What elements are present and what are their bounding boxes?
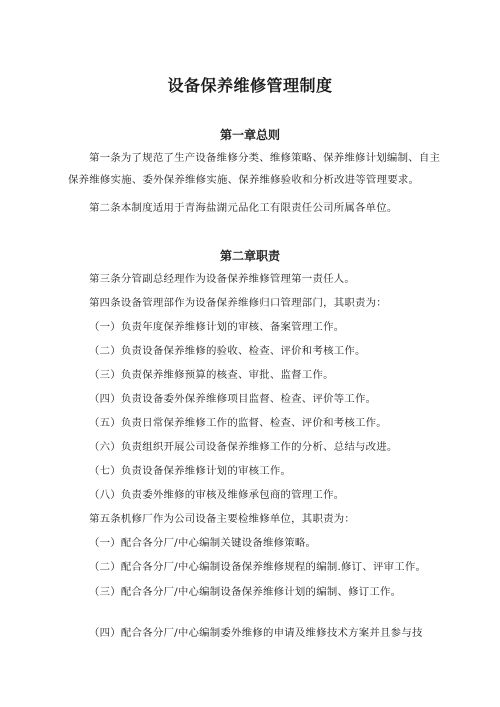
- article-5-item: （三）配合各分厂/中心编制设备保养维修计划的编制、修订工作。: [89, 586, 402, 598]
- article-4-item: （一）负责年度保养维修计划的审核、备案管理工作。: [89, 321, 345, 333]
- article-5-item: （一）配合各分厂/中心编制关键设备维修策略。: [89, 537, 317, 549]
- article-4-item: （六）负责组织开展公司设备保养维修工作的分析、总结与改进。: [89, 441, 398, 453]
- article-2: 第二条本制度适用于青海盐湖元品化工有限责任公司所属各单位。: [89, 202, 398, 214]
- article-4-item: （五）负责日常保养维修工作的监督、检查、评价和考核工作。: [89, 417, 387, 429]
- article-4-item: （三）负责保养维修预算的核查、审批、监督工作。: [89, 369, 334, 381]
- chapter2-heading: 第二章职责: [219, 249, 280, 263]
- article-5: 第五条机修厂作为公司设备主要检维修单位，其职责为：: [89, 513, 356, 525]
- article-3: 第三条分管副总经理作为设备保养维修管理第一责任人。: [89, 273, 356, 285]
- document-title: 设备保养维修管理制度: [167, 76, 333, 95]
- article-4-item: （七）负责设备保养维修计划的审核工作。: [89, 465, 292, 477]
- chapter1-heading: 第一章总则: [219, 128, 280, 142]
- article-4-item: （八）负责委外维修的审核及维修承包商的管理工作。: [89, 489, 345, 501]
- article-5-item: （二）配合各分厂/中心编制设备保养维修规程的编制.修订、评审工作。: [89, 561, 427, 573]
- article-4-item: （四）负责设备委外保养维修项目监督、检查、评价等工作。: [89, 393, 377, 405]
- article-4-item: （二）负责设备保养维修的验收、检查、评价和考核工作。: [89, 345, 366, 357]
- article-5-item: （四）配合各分厂/中心编制委外维修的申请及维修技术方案并且参与技: [89, 627, 423, 639]
- article-1: 第一条为了规范了生产设备维修分类、维修策略、保养维修计划编制、自主保养维修实施、委外保养维修实施、保养维修验收和分析改进等管理要求。: [68, 152, 441, 186]
- article-4: 第四条设备管理部作为设备保养维修归口管理部门，其职责为：: [89, 297, 387, 309]
